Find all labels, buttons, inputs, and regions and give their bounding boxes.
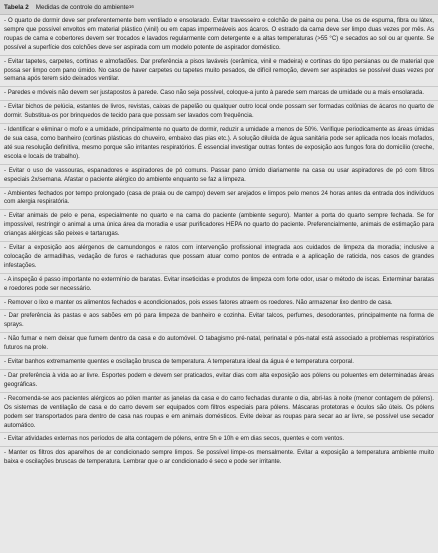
table-row: - Recomenda-se aos pacientes alérgicos ao pólen manter as janelas da casa e do carro fechadas durante o dia, abri-las à noite (menor contagem de pólens). Os sistemas de ventilação de casa e do carro devem ser equipados com filtros especiais para pólens. Máscaras protetoras e óculos são úteis. Os pólens podem ser transportados para dentro de casa nas roupas e em animais domésticos. Evite deixar as roupas para secar ao ar livre, se possível use secador automático. [0,393,438,434]
table-row: - Manter os filtros dos aparelhos de ar condicionado sempre limpos. Se possível limpe-os mensalmente. Evitar a exposição a temperatura ambiente muito baixa e oscilações bruscas de temperatura. Lembrar que o ar condicionado é seco e pode ser irritante. [4,449,434,466]
table-row: - Ambientes fechados por tempo prolongado (casa de praia ou de campo) devem ser arejados e limpos pelo menos 24 horas antes da entrada dos indivíduos com alergia respiratória. [0,188,438,211]
table-row: - Identificar e eliminar o mofo e a umidade, principalmente no quarto de dormir, reduzir a umidade a menos de 50%. Verifique periodicamente as áreas úmidas de sua casa, como banheiro (cortinas plásticas do chuveiro, embaixo das pias etc.). A solução diluída de água sanitária pode ser aplicada nos locais mofados, até sua resolução definitiva, mesmo porque são irritantes respiratórios. É essencial investigar outras fontes de exposição aos fungos fora do domicílio (creche, escola e locais de trabalho). [0,124,438,165]
table-row: - Evitar atividades externas nos períodos de alta contagem de pólens, entre 5h e 10h e em dias secos, quentes e com ventos. [0,433,438,447]
table-row: - Evitar animais de pelo e pena, especialmente no quarto e na cama do paciente (ambiente seguro). Manter a porta do quarto sempre fechada. Se for impossível, restringir o animal a uma única área da moradia e usar purificadores HEPA no quarto do paciente. Preferencialmente, animais de estimação para crianças alérgicas são peixes e tartarugas. [0,210,438,242]
table-row: - Paredes e móveis não devem ser justapostos à parede. Caso não seja possível, coloque-a junto à parede sem marcas de umidade ou a mais ensolarada. [0,87,438,101]
table-row: - A inspeção é passo importante no extermínio de baratas. Evitar inseticidas e produtos de limpeza com forte odor, usar o método de iscas. Exterminar baratas e roedores pode ser necessário. [0,274,438,297]
table-row: - Evitar a exposição aos alérgenos de camundongos e ratos com intervenção profissional integrada aos cuidados de limpeza da moradia; inclusive a colocação de armadilhas, vedação de furos e rachaduras que possam atuar como pontos de entrada e a aplicação de raticida, nos casos de grandes infestações. [0,242,438,274]
table-body [0,15,438,469]
table-row: - Dar preferência às pastas e aos sabões em pó para limpeza de banheiro e cozinha. Evitar talcos, perfumes, desodorantes, principalmente na forma de sprays. [0,310,438,333]
table-row: - Remover o lixo e manter os alimentos fechados e acondicionados, pois esses fatores atraem os roedores. Não armazenar lixo dentro de casa. [0,297,438,311]
table-row: - O quarto de dormir deve ser preferentemente bem ventilado e ensolarado. Evitar travesseiro e colchão de paina ou pena. Use os de espuma, fibra ou látex, sempre que possível envoltos em material plástico (vinil) ou em capas impermeáveis aos ácaros. O estrado da cama deve ser limpo duas vezes por mês. As roupas de cama e cobertores devem ser trocados e lavados regularmente com detergente e a altas temperaturas (>55 °C) e secados ao sol ou ar quente. Se possível a superfície dos colchões deve ser aspirada com um modelo potente de aspirador doméstico. [0,15,438,56]
table-number: Tabela 2 [4,3,29,11]
table-title: Medidas de controle do ambiente [35,3,129,11]
table-row: - Evitar tapetes, carpetes, cortinas e almofadões. Dar preferência a pisos laváveis (cerâmica, vinil e madeira) e cortinas do tipo persianas ou de material que possa ser limpo com pano úmido. No caso de haver carpetes ou tapetes muito pesados, de difícil remoção, devem ser aspirados se possível duas vezes por semana após terem sido deixados ventilar. [0,56,438,88]
table-row: - Não fumar e nem deixar que fumem dentro da casa e do automóvel. O tabagismo pré-natal, perinatal e pós-natal está associado a problemas respiratórios futuros na prole. [0,333,438,356]
table-row: - Evitar banhos extremamente quentes e oscilação brusca de temperatura. A temperatura ideal da água é e temperatura corporal. [0,356,438,370]
table-row: - Dar preferência à vida ao ar livre. Esportes podem e devem ser praticados, evitar dias com alta exposição aos pólens ou poluentes em determinadas áreas geográficas. [0,370,438,393]
table-row: - Evitar o uso de vassouras, espanadores e aspiradores de pó comuns. Passar pano úmido diariamente na casa ou usar aspiradores de pó com filtros especiais 2x/semana. Afastar o paciente alérgico do ambiente enquanto se faz a limpeza. [0,165,438,188]
table-row: - Evitar bichos de pelúcia, estantes de livros, revistas, caixas de papelão ou qualquer outro local onde possam ser formadas colônias de ácaros no quarto de dormir. Substitua-os por brinquedos de tecido para que possam ser lavados com frequência. [0,101,438,124]
table-caption: Tabela 2 Medidas de controle do ambiente 16 [0,0,438,15]
